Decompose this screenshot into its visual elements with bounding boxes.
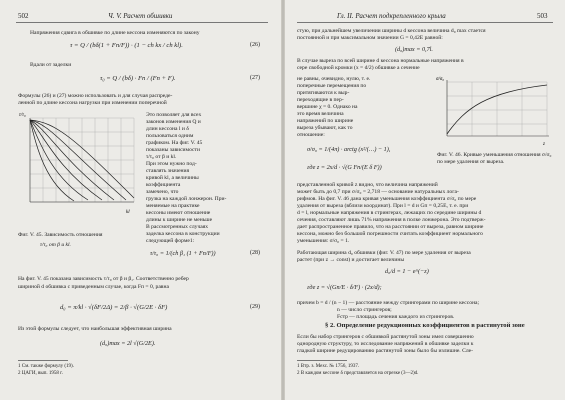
body-line: следующей форме1:: [146, 238, 195, 244]
equation: d₀/d = 1 − e^(−z): [385, 268, 429, 275]
body-line: удаления от выреза (вблизи координат). При l = d и Gп = 0,25E, т. е. при: [297, 203, 469, 209]
body-line: кессона, можно без большой погрешности считать коэффициент нормального: [297, 231, 483, 237]
header-rule: [297, 22, 553, 23]
body-line: Из этой формулы следует, что наибольшая эффективная ширина: [18, 326, 172, 332]
body-line: заделка кессона в конструкции: [146, 231, 220, 237]
body-line: Это позволяет для всех: [146, 112, 202, 118]
formula-29-number: (29): [250, 304, 260, 310]
body-line: шириной d обшивка с приведенным случае, когда Fп = 0, равна: [18, 284, 169, 290]
equation: (d₀)max = 0,7l.: [395, 46, 433, 53]
fig-y-label: σ/σ₀: [436, 77, 445, 82]
section-title: § 2. Определение редукционных коэффициентов в растянутой зоне: [325, 322, 525, 329]
fig-x-label: z: [543, 142, 545, 147]
body-line: пользоваться одним: [146, 133, 194, 139]
body-line: дает распространенное правило, что на расстоянии от выреза, равном ширине: [297, 224, 484, 230]
intro-text: Напряжения сдвига в обшивке по длине кессона изменяются по закону: [30, 30, 200, 36]
footnote: 1 Втр. з. Мехс. № 1756, 1937.: [297, 364, 360, 369]
graph-grid: [447, 82, 547, 136]
list-line: Fстр — площадь сечения каждого из стрингеров.: [337, 314, 455, 320]
formula-29: d₀ = π/kl · √(δF/2Δ) = 2/β · √(G/2E · δF): [60, 304, 168, 311]
body-line: растет (при z → const) и достигает величины: [297, 257, 405, 263]
body-line: поперечные перемещения по: [297, 83, 367, 89]
body-line: выреза убывают, как то: [297, 125, 353, 131]
page-number: 503: [537, 12, 548, 20]
body-line: сечения, составляют лишь 71% напряжения в полке лонжерона. Это подтверж-: [297, 217, 486, 223]
body-line: притягиваются к выр-: [297, 90, 350, 96]
body-line: коэффициента: [146, 182, 181, 188]
body-line: В рассмотренных случаях: [146, 224, 209, 230]
left-page: [0, 0, 281, 400]
page-number: 502: [18, 12, 29, 20]
body-line: постоянной и при максимальном значении G = 0,42E равной:: [297, 35, 443, 41]
formula-26: τ = Q / (bδ(1 + Fп/F)) · (1 − ch kx / ch kl).: [70, 42, 183, 49]
body-line: отношение:: [297, 132, 325, 138]
formula-27-number: (27): [250, 75, 260, 81]
body-line: На фиг. V. 45 показана зависимость τ/τ₀ от β и β₁. Соответственно ребер: [18, 276, 189, 282]
figure-caption: Фиг. V. 45. Зависимость отношения: [18, 232, 103, 238]
body-line: это время величина: [297, 111, 344, 117]
equation: σ/σ₀ = 1/(4π) · arctg (x²/(…) − 1),: [307, 146, 391, 153]
running-header: Ч. V. Расчет обшивки: [108, 12, 173, 20]
footnote: 2 ЦАГИ, вып. 1958 г.: [18, 371, 63, 376]
equation: где z = √(Gп/E · δ/F) · (2x/d);: [307, 284, 382, 291]
body-line: показаны зависимости: [146, 147, 200, 153]
body-line: Формулы (26) и (27) можно использовать и для случая распреде-: [18, 93, 173, 99]
body-line: Работающая ширина d₀ обшивки (фиг. V. 47) по мере удаления от выреза: [297, 250, 471, 256]
figure-caption: Фиг. V. 46. Кривые уменьшения отношения σ/σ₀ по мере удаления от выреза.: [437, 152, 552, 165]
body-line: вершине χ = 0. Однако на: [297, 104, 358, 110]
footnote: 1 См. также формулу (19).: [18, 364, 74, 369]
list-line: причем b = d / (n − 1) — расстояние между стрингерами по ширине кессона;: [297, 300, 480, 306]
body-line: может быть до 0,7 при σ/σ₀ = 2,718 — основание натуральных лога-: [297, 189, 459, 195]
right-page: [285, 0, 565, 400]
graph-x-label: kl: [126, 210, 130, 215]
body-line: Если бы набор стрингеров с обшивкой растянутой зоны имел совершенно: [297, 334, 474, 340]
formula-27-label: Вдали от заделки: [30, 62, 72, 68]
equation: где z = 2x/d · √(G Fп/(E δ F)): [307, 164, 382, 171]
figure-caption-2: τ/τ₀ от β и kl.: [40, 242, 71, 248]
body-line: замечено, что: [146, 189, 179, 195]
footnote-rule: [297, 360, 347, 361]
reduction-graph: [435, 74, 553, 148]
list-line: n — число стрингеров;: [337, 307, 392, 313]
body-formula: (d₀)max = 2l √(G/2E).: [100, 340, 156, 347]
header-rule: [16, 22, 268, 23]
body-line: кессоны имеют отношение: [146, 210, 211, 216]
body-line: законов изменения Q и: [146, 119, 201, 125]
body-line: графиком. На фиг. V. 45: [146, 140, 203, 146]
body-line: гладкой ширине редуцированию растянутой зоны было бы излишне. Сле-: [297, 348, 473, 354]
body-line: ленной по длине кессона нагрузки при изменении поперечной: [18, 100, 167, 106]
body-line: При этом нужно под-: [146, 161, 197, 167]
body-line: стую, при дальнейшем увеличении ширины d кессона величина d₀ max стается: [297, 28, 486, 34]
body-line: d = l, нормальные напряжения в стрингерах, лежащих по середине ширины d: [297, 210, 482, 216]
body-line: длин кессона l и δ: [146, 126, 189, 132]
formula-26-number: (26): [250, 42, 260, 48]
body-line: τ/τ₀ от β и kl.: [146, 154, 177, 160]
body-line: уменьшения: σ/σ₀ = 1.: [297, 238, 350, 244]
body-line: рифмов. На фиг. V. 46 дана кривая уменьшения коэффициента σ/σ₀ по мере: [297, 196, 477, 202]
formula-28-number: (28): [250, 250, 260, 256]
body-line: представленной кривой z видно, что величина напряжений: [297, 182, 438, 188]
body-line: переходящие в пер-: [297, 97, 344, 103]
body-line: однородную структуру, то исследование напряжений в обшивке заделки к: [297, 341, 474, 347]
decay-graph: [16, 110, 140, 220]
body-line: не равны, очевидно, нулю, т. е.: [297, 76, 371, 82]
formula-27: τ₀ = Q / (bδ) · Fп / (Fп + F).: [100, 75, 176, 82]
body-line: напряжений по ширине: [297, 118, 354, 124]
formula-28: τ/τ₀ = 1/(ch β₁ (1 + Fп/F)): [150, 250, 216, 257]
graph-y-label: τ/τ₀: [19, 113, 26, 118]
body-line: сере свободной кромки (x = d/2) обшивке а сечение: [297, 65, 420, 71]
body-line: меняемые на практике: [146, 203, 200, 209]
body-line: В случае выреза по всей ширине d кессона нормальные напряжения в: [297, 58, 464, 64]
running-header: Гл. II. Расчет подкрепленного крыла: [337, 12, 446, 20]
footnote-rule: [18, 360, 68, 361]
body-line: ставлять значения: [146, 168, 190, 174]
body-line: грузка на каждой лонжерон. При-: [146, 196, 227, 202]
footnote: 2 В каждом кессоне δ представляется на отрезке (3—2)d.: [297, 371, 419, 376]
body-line: длины к ширине не меньше: [146, 217, 213, 223]
body-line: кривой kl, а величины: [146, 175, 199, 181]
